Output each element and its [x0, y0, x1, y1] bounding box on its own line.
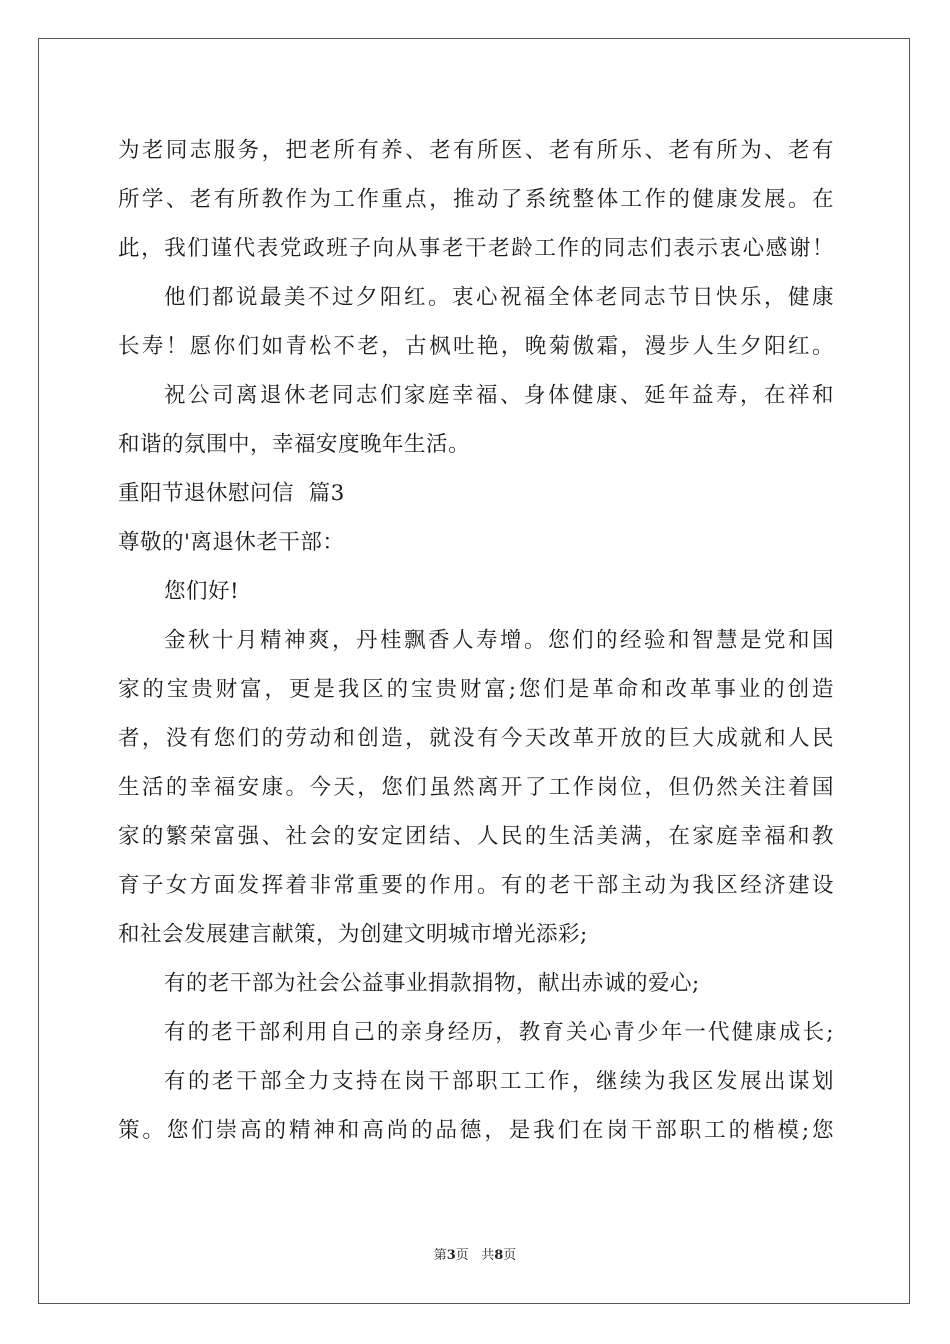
text-line: 所学、老有所教作为工作重点，推动了系统整体工作的健康发展。在 — [118, 187, 834, 212]
text-line: 生活的幸福安康。今天，您们虽然离开了工作岗位，但仍然关注着国 — [118, 775, 834, 800]
text-line: 有的老干部全力支持在岗干部职工工作，继续为我区发展出谋划 — [164, 1069, 834, 1094]
text-line: 有的老干部为社会公益事业捐款捐物，献出赤诚的爱心; — [164, 971, 700, 996]
page-current: 3 — [446, 1248, 456, 1263]
text-line: 金秋十月精神爽，丹桂飘香人寿增。您们的经验和智慧是党和国 — [164, 628, 834, 653]
page-total: 8 — [494, 1248, 504, 1263]
text-line: 长寿！愿你们如青松不老，古枫吐艳，晚菊傲霜，漫步人生夕阳红。 — [118, 334, 834, 359]
page-mid: 页 共 — [455, 1248, 495, 1263]
page-prefix: 第 — [433, 1248, 447, 1263]
section-heading: 重阳节退休慰问信 篇3 — [118, 481, 345, 506]
page-number-footer — [0, 1244, 950, 1263]
text-line: 家的繁荣富强、社会的安定团结、人民的生活美满，在家庭幸福和教 — [118, 824, 834, 849]
text-line: 有的老干部利用自己的亲身经历，教育关心青少年一代健康成长; — [164, 1020, 834, 1045]
salutation: 尊敬的'离退休老干部： — [118, 530, 345, 555]
text-line: 和谐的氛围中，幸福安度晚年生活。 — [118, 432, 471, 457]
text-line: 家的宝贵财富，更是我区的宝贵财富;您们是革命和改革事业的创造 — [118, 677, 834, 702]
text-line: 他们都说最美不过夕阳红。衷心祝福全体老同志节日快乐，健康 — [164, 285, 834, 310]
text-line: 者，没有您们的劳动和创造，就没有今天改革开放的巨大成就和人民 — [118, 726, 834, 751]
text-line: 和社会发展建言献策，为创建文明城市增光添彩; — [118, 922, 588, 947]
page-suffix: 页 — [503, 1248, 517, 1263]
text-line: 为老同志服务，把老所有养、老有所医、老有所乐、老有所为、老有 — [118, 138, 834, 163]
text-line: 祝公司离退休老同志们家庭幸福、身体健康、延年益寿，在祥和 — [164, 383, 834, 408]
text-line: 策。您们崇高的精神和高尚的品德，是我们在岗干部职工的楷模;您 — [118, 1118, 834, 1143]
text-line: 育子女方面发挥着非常重要的作用。有的老干部主动为我区经济建设 — [118, 873, 834, 898]
document-body — [118, 126, 834, 1155]
greeting: 您们好! — [164, 579, 240, 604]
text-line: 此，我们谨代表党政班子向从事老干老龄工作的同志们表示衷心感谢！ — [118, 236, 834, 261]
